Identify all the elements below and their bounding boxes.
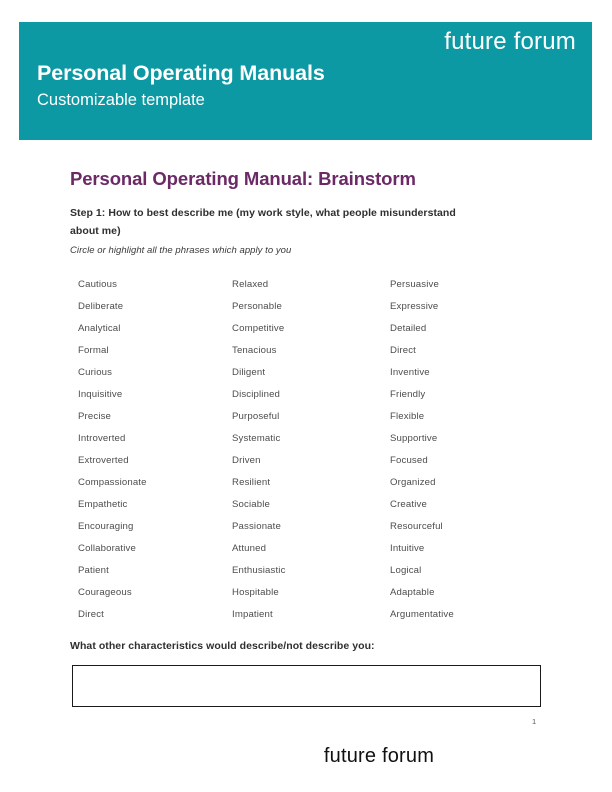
footer-brand-logo — [0, 746, 612, 766]
trait-item[interactable]: Purposeful — [232, 411, 280, 422]
trait-item[interactable]: Compassionate — [78, 477, 147, 488]
trait-item[interactable]: Deliberate — [78, 301, 124, 312]
trait-item[interactable]: Hospitable — [232, 587, 279, 598]
traits-column-2 — [232, 274, 390, 626]
traits-column-3 — [390, 274, 548, 626]
footer-brand-label: future forum — [323, 745, 435, 767]
trait-item[interactable]: Logical — [390, 565, 422, 576]
instruction-text: Circle or highlight all the phrases which apply to you — [70, 245, 292, 256]
trait-item[interactable]: Supportive — [390, 433, 438, 444]
trait-item[interactable]: Organized — [390, 477, 436, 488]
trait-item[interactable]: Direct — [390, 345, 416, 356]
trait-item[interactable]: Detailed — [390, 323, 427, 334]
traits-column-1 — [78, 274, 232, 626]
trait-item[interactable]: Resilient — [232, 477, 271, 488]
trait-item[interactable]: Direct — [78, 609, 104, 620]
trait-item[interactable]: Sociable — [232, 499, 271, 510]
document-subtitle: Customizable template — [37, 91, 205, 109]
trait-item[interactable]: Courageous — [78, 587, 132, 598]
trait-item[interactable]: Passionate — [232, 521, 281, 532]
trait-item[interactable]: Resourceful — [390, 521, 443, 532]
trait-item[interactable]: Diligent — [232, 367, 266, 378]
trait-item[interactable]: Curious — [78, 367, 113, 378]
traits-grid — [78, 274, 548, 626]
trait-item[interactable]: Driven — [232, 455, 261, 466]
trait-item[interactable]: Disciplined — [232, 389, 281, 400]
trait-item[interactable]: Inventive — [390, 367, 430, 378]
trait-item[interactable]: Patient — [78, 565, 109, 576]
section-heading: Personal Operating Manual: Brainstorm — [70, 168, 416, 189]
other-characteristics-input[interactable] — [72, 665, 541, 707]
trait-item[interactable]: Persuasive — [390, 279, 439, 290]
trait-item[interactable]: Analytical — [78, 323, 121, 334]
trait-item[interactable]: Relaxed — [232, 279, 269, 290]
trait-item[interactable]: Friendly — [390, 389, 426, 400]
trait-item[interactable]: Tenacious — [232, 345, 277, 356]
trait-item[interactable]: Formal — [78, 345, 109, 356]
trait-item[interactable]: Precise — [78, 411, 112, 422]
trait-item[interactable]: Impatient — [232, 609, 273, 620]
trait-item[interactable]: Argumentative — [390, 609, 454, 620]
trait-item[interactable]: Focused — [390, 455, 428, 466]
trait-item[interactable]: Empathetic — [78, 499, 128, 510]
header-banner — [19, 22, 592, 140]
trait-item[interactable]: Extroverted — [78, 455, 129, 466]
trait-item[interactable]: Enthusiastic — [232, 565, 286, 576]
document-title: Personal Operating Manuals — [37, 61, 325, 85]
trait-item[interactable]: Attuned — [232, 543, 267, 554]
trait-item[interactable]: Inquisitive — [78, 389, 123, 400]
header-brand-logo: future forum — [444, 28, 576, 55]
trait-item[interactable]: Intuitive — [390, 543, 425, 554]
trait-item[interactable]: Flexible — [390, 411, 425, 422]
trait-item[interactable]: Competitive — [232, 323, 285, 334]
trait-item[interactable]: Adaptable — [390, 587, 435, 598]
trait-item[interactable]: Introverted — [78, 433, 126, 444]
trait-item[interactable]: Expressive — [390, 301, 439, 312]
trait-item[interactable]: Personable — [232, 301, 283, 312]
trait-item[interactable]: Systematic — [232, 433, 281, 444]
trait-item[interactable]: Encouraging — [78, 521, 134, 532]
step-prompt: Step 1: How to best describe me (my work style, what people misunderstand about me) — [70, 207, 456, 238]
other-characteristics-question: What other characteristics would describe/not describe you: — [70, 640, 375, 652]
page-number: 1 — [532, 717, 537, 726]
trait-item[interactable]: Creative — [390, 499, 427, 510]
trait-item[interactable]: Cautious — [78, 279, 118, 290]
trait-item[interactable]: Collaborative — [78, 543, 136, 554]
